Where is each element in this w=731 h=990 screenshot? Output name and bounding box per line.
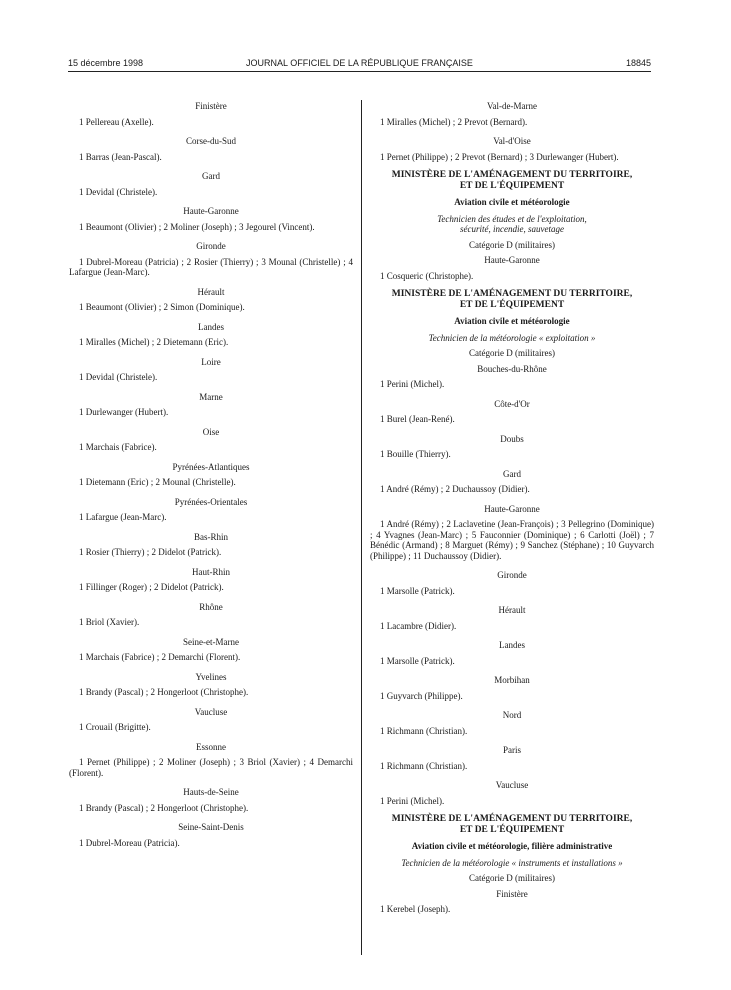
department-heading: Finistère bbox=[496, 888, 528, 899]
entry bbox=[370, 399, 654, 425]
entry bbox=[370, 434, 654, 460]
entry bbox=[370, 469, 654, 495]
department-heading: Doubs bbox=[500, 433, 524, 444]
candidate-list: 1 Marchais (Fabrice) ; 2 Demarchi (Florent). bbox=[79, 652, 241, 662]
entry bbox=[69, 206, 353, 232]
department-heading: Rhône bbox=[199, 601, 223, 612]
entry bbox=[69, 707, 353, 733]
department-heading: Seine-et-Marne bbox=[183, 636, 239, 647]
candidate-list: 1 Rosier (Thierry) ; 2 Didelot (Patrick). bbox=[79, 547, 222, 557]
entry bbox=[370, 136, 654, 162]
department-heading: Oise bbox=[202, 426, 220, 437]
department-heading: Seine-Saint-Denis bbox=[178, 822, 244, 832]
entry bbox=[69, 322, 353, 348]
page-number: 18845 bbox=[625, 58, 651, 68]
entry bbox=[69, 637, 353, 663]
position-title: Technicien de la météorologie « instruments et installations » bbox=[401, 857, 623, 868]
candidate-list: 1 Devidal (Christele). bbox=[79, 186, 158, 197]
department-heading: Côte-d'Or bbox=[494, 398, 530, 409]
entry bbox=[69, 567, 353, 593]
category-label: Catégorie D (militaires) bbox=[469, 239, 555, 250]
candidate-list: 1 Beaumont (Olivier) ; 2 Moliner (Joseph) ; 3 Jegourel (Vincent). bbox=[79, 221, 315, 232]
candidate-list: 1 Lafargue (Jean-Marc). bbox=[79, 512, 167, 522]
department-heading: Paris bbox=[503, 745, 521, 755]
candidate-list: 1 Burel (Jean-René). bbox=[380, 414, 455, 424]
candidate-list: 1 Dubrel-Moreau (Patricia) ; 2 Rosier (Thierry) ; 3 Mounal (Christelle) ; 4 Lafargue (Jean-Marc). bbox=[69, 256, 353, 277]
department-heading: Bouches-du-Rhône bbox=[477, 363, 547, 374]
section-3-entries bbox=[370, 889, 654, 915]
candidate-list: 1 Dietemann (Eric) ; 2 Mounal (Christelle). bbox=[79, 477, 236, 487]
entry bbox=[370, 255, 654, 281]
department-heading: Yvelines bbox=[195, 671, 227, 682]
candidate-list: 1 Miralles (Michel) ; 2 Prevot (Bernard). bbox=[380, 116, 528, 127]
entry bbox=[69, 672, 353, 698]
department-heading: Gironde bbox=[196, 241, 226, 251]
department-heading: Pyrénées-Orientales bbox=[174, 496, 248, 507]
department-heading: Haute-Garonne bbox=[484, 255, 540, 265]
candidate-list: 1 Perini (Michel). bbox=[380, 795, 445, 806]
position-title: Technicien de la météorologie « exploitation » bbox=[428, 332, 596, 343]
section-2 bbox=[370, 289, 654, 806]
entry bbox=[370, 101, 654, 127]
department-heading: Hauts-de-Seine bbox=[183, 787, 239, 797]
journal-title: JOURNAL OFFICIEL DE LA RÉPUBLIQUE FRANÇAISE bbox=[246, 58, 473, 68]
department-heading: Vaucluse bbox=[194, 706, 228, 717]
category-label: Catégorie D (militaires) bbox=[469, 348, 555, 358]
department-heading: Haut-Rhin bbox=[192, 566, 230, 577]
department-heading: Haute-Garonne bbox=[183, 206, 239, 216]
entry bbox=[69, 287, 353, 313]
entry bbox=[370, 745, 654, 771]
department-heading: Loire bbox=[201, 356, 221, 367]
entry bbox=[370, 364, 654, 390]
candidate-list: 1 André (Rémy) ; 2 Duchaussoy (Didier). bbox=[380, 484, 530, 494]
candidate-list: 1 Miralles (Michel) ; 2 Dietemann (Eric). bbox=[79, 337, 229, 347]
section-2-entries bbox=[370, 364, 654, 807]
service-title: Aviation civile et météorologie, filière administrative bbox=[411, 841, 613, 851]
entry bbox=[370, 710, 654, 736]
department-heading: Morbihan bbox=[494, 675, 530, 685]
column-divider bbox=[361, 100, 362, 955]
header-rule bbox=[68, 71, 651, 72]
entry bbox=[370, 570, 654, 596]
service-title: Aviation civile et météorologie bbox=[454, 197, 570, 207]
candidate-list: 1 Kerebel (Joseph). bbox=[380, 904, 451, 914]
right-top-entries bbox=[370, 101, 654, 162]
candidate-list: 1 Dubrel-Moreau (Patricia). bbox=[79, 837, 180, 848]
candidate-list: 1 Barras (Jean-Pascal). bbox=[79, 151, 162, 162]
candidate-list: 1 Brandy (Pascal) ; 2 Hongerloot (Christophe). bbox=[79, 802, 249, 813]
department-heading: Gard bbox=[202, 171, 220, 181]
ministry-heading: MINISTÈRE DE L'AMÉNAGEMENT DU TERRITOIRE, ET DE L'ÉQUIPEMENT bbox=[391, 170, 633, 191]
ministry-heading: MINISTÈRE DE L'AMÉNAGEMENT DU TERRITOIRE, ET DE L'ÉQUIPEMENT bbox=[391, 814, 633, 835]
candidate-list: 1 Cosqueric (Christophe). bbox=[380, 270, 474, 281]
section-3 bbox=[370, 814, 654, 915]
entry bbox=[69, 241, 353, 278]
page-header bbox=[68, 58, 651, 72]
entry bbox=[370, 780, 654, 806]
section-1-entries bbox=[370, 255, 654, 281]
entry bbox=[69, 742, 353, 779]
position-title: Technicien des études et de l'exploitation, sécurité, incendie, sauvetage bbox=[437, 213, 587, 234]
department-heading: Val-de-Marne bbox=[487, 101, 537, 111]
candidate-list: 1 Lacambre (Didier). bbox=[380, 620, 457, 631]
candidate-list: 1 André (Rémy) ; 2 Laclavetine (Jean-François) ; 3 Pellegrino (Dominique) ; 4 Yvagnes (Jean-Marc) ; 5 Fauconnier (Dominique) ; 6 Carlotti (Joël) ; 7 Bénédic (Armand) ; 8 Marguet (Rémy) ; 9 Sanchez (Stéphane) ; 10 Guyvarch (Philippe) ; 11 Duchaussoy (Didier). bbox=[370, 519, 654, 561]
department-heading: Hérault bbox=[197, 286, 225, 297]
candidate-list: 1 Marsolle (Patrick). bbox=[380, 655, 455, 666]
entry bbox=[69, 602, 353, 628]
entry bbox=[69, 357, 353, 383]
department-heading: Finistère bbox=[195, 101, 227, 111]
ministry-heading: MINISTÈRE DE L'AMÉNAGEMENT DU TERRITOIRE, ET DE L'ÉQUIPEMENT bbox=[391, 289, 633, 310]
department-heading: Corse-du-Sud bbox=[186, 136, 236, 146]
candidate-list: 1 Marchais (Fabrice). bbox=[79, 442, 157, 452]
entry bbox=[69, 822, 353, 848]
department-heading: Bas-Rhin bbox=[193, 531, 228, 542]
left-column bbox=[69, 101, 353, 848]
candidate-list: 1 Perini (Michel). bbox=[380, 379, 445, 389]
department-heading: Pyrénées-Atlantiques bbox=[172, 461, 250, 472]
candidate-list: 1 Richmann (Christian). bbox=[380, 725, 468, 736]
candidate-list: 1 Crouail (Brigitte). bbox=[79, 722, 151, 732]
entry bbox=[69, 136, 353, 162]
candidate-list: 1 Guyvarch (Philippe). bbox=[380, 690, 463, 701]
entry bbox=[69, 787, 353, 813]
department-heading: Marne bbox=[199, 391, 223, 402]
entry bbox=[370, 504, 654, 562]
entry bbox=[69, 392, 353, 418]
entry bbox=[370, 675, 654, 701]
department-heading: Hérault bbox=[498, 605, 526, 615]
department-heading: Val-d'Oise bbox=[493, 136, 531, 146]
candidate-list: 1 Pernet (Philippe) ; 2 Prevot (Bernard) ; 3 Durlewanger (Hubert). bbox=[380, 151, 619, 162]
candidate-list: 1 Pernet (Philippe) ; 2 Moliner (Joseph) ; 3 Briol (Xavier) ; 4 Demarchi (Florent). bbox=[69, 757, 353, 778]
candidate-list: 1 Fillinger (Roger) ; 2 Didelot (Patrick). bbox=[79, 582, 224, 592]
department-heading: Essonne bbox=[196, 741, 226, 752]
entry bbox=[370, 889, 654, 915]
candidate-list: 1 Beaumont (Olivier) ; 2 Simon (Dominique). bbox=[79, 302, 245, 312]
candidate-list: 1 Richmann (Christian). bbox=[380, 760, 468, 771]
candidate-list: 1 Pellereau (Axelle). bbox=[79, 116, 154, 127]
section-1 bbox=[370, 170, 654, 281]
department-heading: Landes bbox=[499, 640, 525, 650]
right-column bbox=[370, 101, 654, 915]
department-heading: Nord bbox=[502, 710, 522, 720]
issue-date: 15 décembre 1998 bbox=[68, 58, 144, 68]
entry bbox=[69, 497, 353, 523]
department-heading: Gironde bbox=[497, 570, 527, 580]
entry bbox=[69, 462, 353, 488]
department-heading: Vaucluse bbox=[495, 780, 529, 790]
entry bbox=[69, 101, 353, 127]
department-heading: Haute-Garonne bbox=[484, 503, 540, 514]
candidate-list: 1 Devidal (Christele). bbox=[79, 372, 158, 382]
entry bbox=[69, 532, 353, 558]
entry bbox=[370, 640, 654, 666]
candidate-list: 1 Briol (Xavier). bbox=[79, 617, 140, 627]
department-heading: Landes bbox=[198, 321, 224, 332]
entry bbox=[69, 427, 353, 453]
candidate-list: 1 Brandy (Pascal) ; 2 Hongerloot (Christophe). bbox=[79, 687, 249, 697]
candidate-list: 1 Marsolle (Patrick). bbox=[380, 585, 455, 596]
service-title: Aviation civile et météorologie bbox=[454, 316, 570, 326]
entry bbox=[370, 605, 654, 631]
category-label: Catégorie D (militaires) bbox=[469, 873, 555, 883]
candidate-list: 1 Bouille (Thierry). bbox=[380, 449, 451, 459]
entry bbox=[69, 171, 353, 197]
candidate-list: 1 Durlewanger (Hubert). bbox=[79, 407, 169, 417]
department-heading: Gard bbox=[503, 468, 521, 479]
